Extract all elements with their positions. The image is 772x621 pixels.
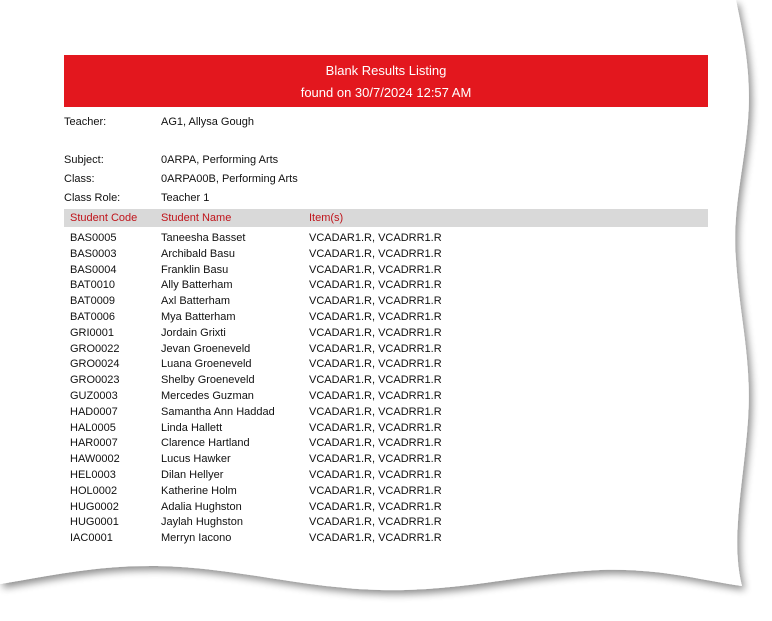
student-name: Clarence Hartland [161, 437, 250, 450]
table-row [64, 263, 708, 279]
student-code: HEL0003 [70, 468, 116, 481]
student-name: Adalia Hughston [161, 500, 242, 513]
student-name: Mercedes Guzman [161, 389, 254, 402]
student-name: Lucus Hawker [161, 453, 231, 466]
column-header-student-code: Student Code [70, 212, 138, 224]
student-code: IAC0001 [70, 532, 113, 545]
student-code: HUG0002 [70, 500, 119, 513]
student-code: HAW0002 [70, 453, 120, 466]
student-code: HAD0007 [70, 405, 118, 418]
table-row [64, 405, 708, 421]
table-row [64, 421, 708, 437]
table-row [64, 484, 708, 500]
teacher-value: AG1, Allysa Gough [161, 116, 254, 128]
table-row [64, 326, 708, 342]
student-name: Axl Batterham [161, 295, 231, 308]
student-name: Taneesha Basset [161, 232, 246, 244]
table-row [64, 373, 708, 389]
student-code: HUG0001 [70, 516, 119, 529]
student-items: VCADAR1.R, VCADRR1.R [309, 232, 442, 244]
table-row [64, 500, 708, 516]
report-header [64, 55, 708, 107]
class-role-value: Teacher 1 [161, 192, 210, 204]
table-row [64, 231, 708, 247]
student-items: VCADAR1.R, VCADRR1.R [309, 468, 442, 481]
student-code: HOL0002 [70, 484, 118, 497]
student-name: Merryn Iacono [161, 532, 232, 545]
table-row [64, 294, 708, 310]
table-row [64, 436, 708, 452]
student-name: Katherine Holm [161, 484, 237, 497]
student-code: BAT0010 [70, 279, 116, 292]
student-code: BAS0005 [70, 232, 117, 244]
student-name: Luana Groeneveld [161, 358, 252, 371]
student-name: Mya Batterham [161, 310, 236, 323]
subject-label: Subject: [64, 154, 104, 166]
table-row [64, 247, 708, 263]
student-items: VCADAR1.R, VCADRR1.R [309, 295, 442, 308]
student-name: Linda Hallett [161, 421, 223, 434]
student-code: BAT0006 [70, 310, 116, 323]
student-items: VCADAR1.R, VCADRR1.R [309, 263, 442, 276]
student-name: Jaylah Hughston [161, 516, 243, 529]
student-name: Franklin Basu [161, 263, 229, 276]
student-items: VCADAR1.R, VCADRR1.R [309, 326, 442, 339]
table-row [64, 531, 708, 547]
subject-value: 0ARPA, Performing Arts [161, 154, 279, 166]
class-field [64, 172, 298, 186]
student-code: BAT0009 [70, 295, 116, 308]
table-row [64, 342, 708, 358]
student-code: GRO0022 [70, 342, 120, 355]
student-name: Dilan Hellyer [161, 468, 224, 481]
table-row [64, 468, 708, 484]
table-row [64, 389, 708, 405]
class-role-field [64, 191, 209, 205]
student-items: VCADAR1.R, VCADRR1.R [309, 453, 442, 466]
class-label: Class: [64, 173, 95, 185]
table-row [64, 357, 708, 373]
student-items: VCADAR1.R, VCADRR1.R [309, 405, 442, 418]
report-title: Blank Results Listing [325, 63, 447, 78]
student-items: VCADAR1.R, VCADRR1.R [309, 279, 442, 292]
student-items: VCADAR1.R, VCADRR1.R [309, 437, 442, 450]
student-name: Archibald Basu [161, 247, 235, 260]
teacher-label: Teacher: [64, 116, 107, 128]
student-items: VCADAR1.R, VCADRR1.R [309, 484, 442, 497]
student-items: VCADAR1.R, VCADRR1.R [309, 532, 442, 545]
student-items: VCADAR1.R, VCADRR1.R [309, 358, 442, 371]
student-code: HAL0005 [70, 421, 116, 434]
student-items: VCADAR1.R, VCADRR1.R [309, 247, 442, 260]
student-code: GUZ0003 [70, 389, 118, 402]
student-items: VCADAR1.R, VCADRR1.R [309, 374, 442, 387]
report-subtitle: found on 30/7/2024 12:57 AM [300, 85, 472, 100]
student-code: GRI0001 [70, 326, 115, 339]
column-header-items: Item(s) [309, 212, 344, 224]
student-name: Shelby Groeneveld [161, 374, 255, 387]
student-items: VCADAR1.R, VCADRR1.R [309, 500, 442, 513]
student-items: VCADAR1.R, VCADRR1.R [309, 421, 442, 434]
student-code: BAS0003 [70, 247, 117, 260]
table-row [64, 278, 708, 294]
student-items: VCADAR1.R, VCADRR1.R [309, 342, 442, 355]
student-list [64, 231, 708, 547]
student-code: HAR0007 [70, 437, 118, 450]
student-code: BAS0004 [70, 263, 117, 276]
student-code: GRO0023 [70, 374, 120, 387]
student-items: VCADAR1.R, VCADRR1.R [309, 516, 442, 529]
table-row [64, 310, 708, 326]
student-items: VCADAR1.R, VCADRR1.R [309, 310, 442, 323]
class-role-label: Class Role: [64, 192, 121, 204]
subject-field [64, 153, 278, 167]
student-items: VCADAR1.R, VCADRR1.R [309, 389, 442, 402]
column-header-row [64, 209, 708, 227]
student-name: Jordain Grixti [161, 326, 226, 339]
student-code: GRO0024 [70, 358, 120, 371]
student-name: Jevan Groeneveld [161, 342, 251, 355]
column-header-student-name: Student Name [161, 212, 232, 224]
class-value: 0ARPA00B, Performing Arts [161, 173, 298, 185]
student-name: Ally Batterham [161, 279, 233, 292]
table-row [64, 515, 708, 531]
student-name: Samantha Ann Haddad [161, 405, 275, 418]
teacher-field [64, 115, 254, 129]
table-row [64, 452, 708, 468]
